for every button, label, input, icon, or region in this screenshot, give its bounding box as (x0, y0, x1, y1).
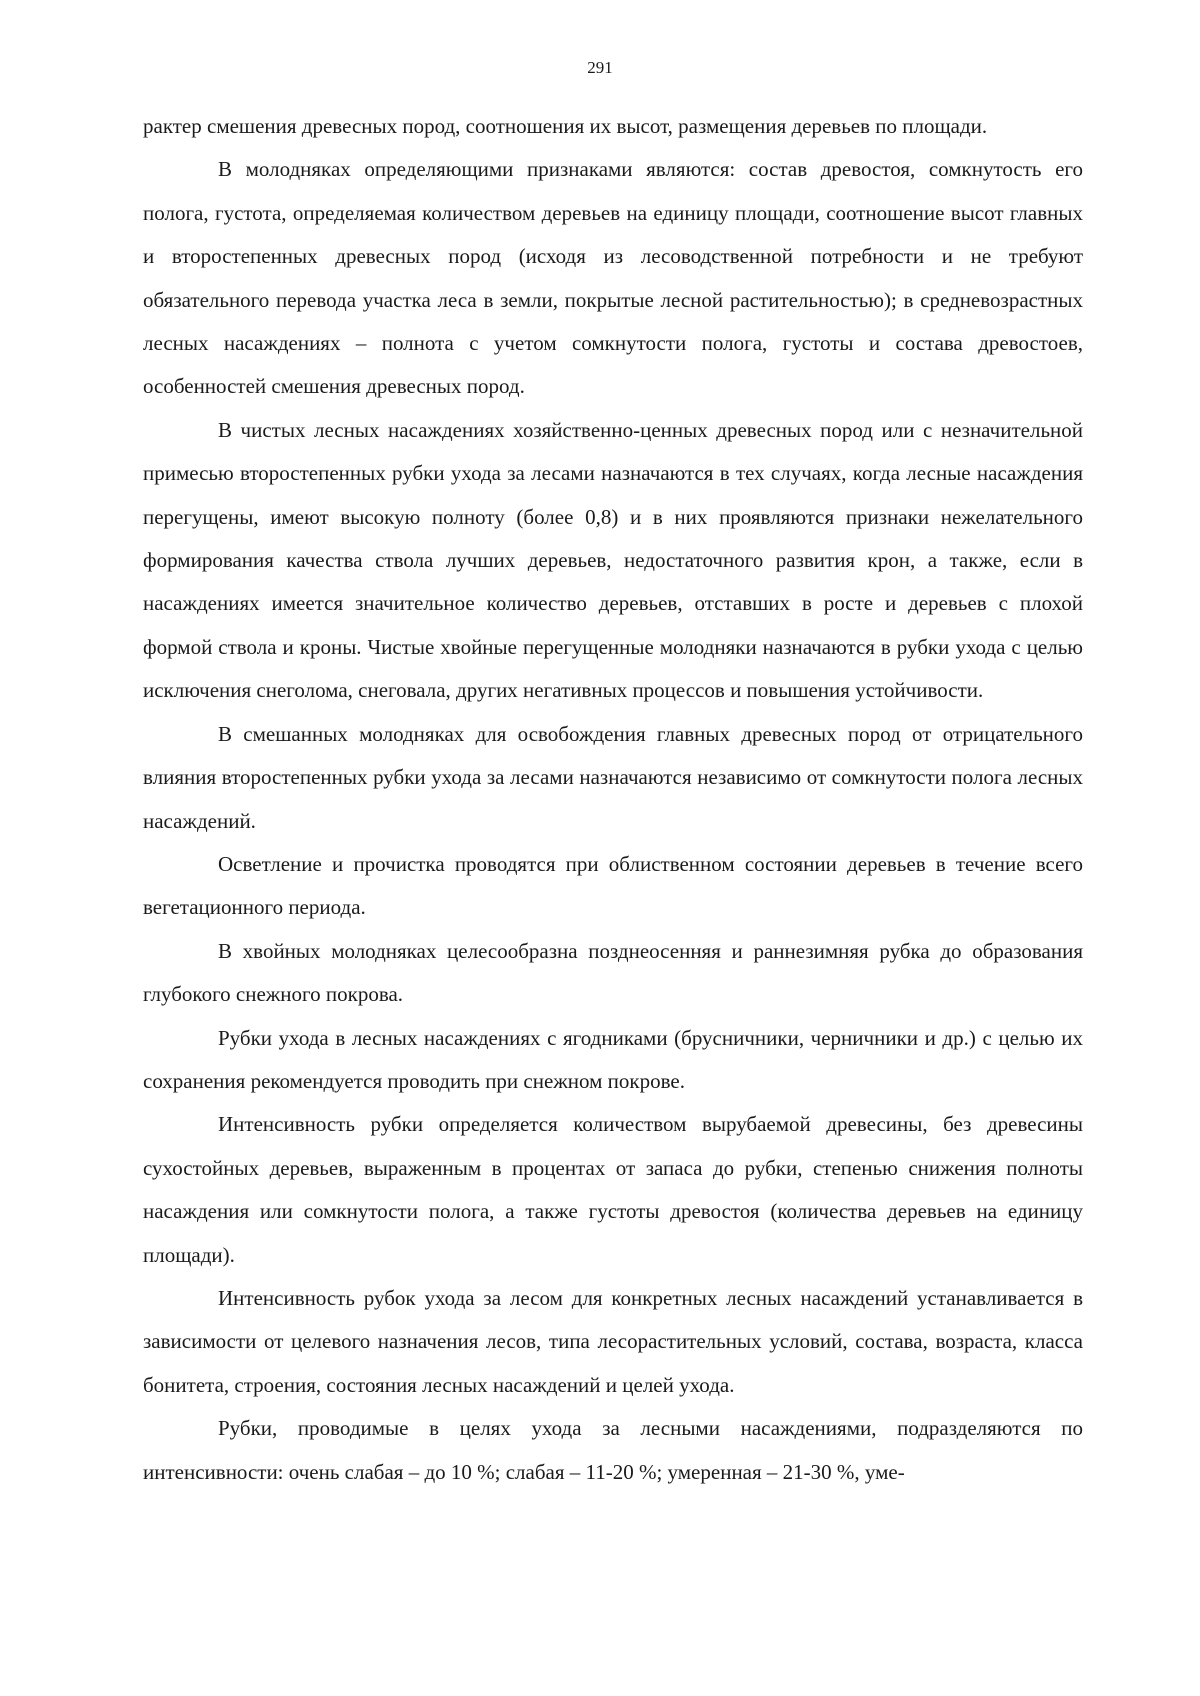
body-text (143, 105, 1083, 1494)
paragraph: В молодняках определяющими признаками являются: состав древостоя, сомкнутость его полога, густота, определяемая количеством деревьев на единицу площади, соотношение высот главных и второстепенных древесных пород (исходя из лесоводственной потребности и не требуют обязательного перевода участка леса в земли, покрытые лесной растительностью); в средневозрастных лесных насаждениях – полнота с учетом сомкнутости полога, густоты и состава древостоев, особенностей смешения древесных пород. (143, 157, 1083, 399)
page-number: 291 (587, 58, 613, 77)
paragraph: Осветление и прочистка проводятся при облиственном состоянии деревьев в течение всего вегетационного периода. (143, 851, 1083, 920)
paragraph: Рубки ухода в лесных насаждениях с ягодниками (брусничники, черничники и др.) с целью их сохранения рекомендуется проводить при снежном покрове. (143, 1025, 1083, 1093)
paragraph: Интенсивность рубки определяется количеством вырубаемой древесины, без древесины сухостойных деревьев, выраженным в процентах от запаса до рубки, степенью снижения полноты насаждения или сомкнутости полога, а также густоты древостоя (количества деревьев на единицу площади). (143, 1112, 1083, 1267)
paragraph-continued: рактер смешения древесных пород, соотношения их высот, размещения деревьев по площади. (143, 114, 988, 138)
paragraph: В хвойных молодняках целесообразна позднеосенняя и раннезимняя рубка до образования глубокого снежного покрова. (143, 938, 1083, 1007)
paragraph: В чистых лесных насаждениях хозяйственно-ценных древесных пород или с незначительной примесью второстепенных рубки ухода за лесами назначаются в тех случаях, когда лесные насаждения перегущены, имеют высокую полноту (более 0,8) и в них проявляются признаки нежелательного формирования качества ствола лучших деревьев, недостаточного развития крон, а также, если в насаждениях имеется значительное количество деревьев, отставших в росте и деревьев с плохой формой ствола и кроны. Чистые хвойные перегущенные молодняки назначаются в рубки ухода с целью исключения снеголома, снеговала, других негативных процессов и повышения устойчивости. (143, 417, 1083, 703)
paragraph: В смешанных молодняках для освобождения главных древесных пород от отрицательного влияния второстепенных рубки ухода за лесами назначаются независимо от сомкнутости полога лесных насаждений. (143, 721, 1083, 833)
paragraph: Рубки, проводимые в целях ухода за лесными насаждениями, подразделяются по интенсивности: очень слабая – до 10 %; слабая – 11-20 %; умеренная – 21-30 %, уме- (143, 1416, 1083, 1484)
paragraph: Интенсивность рубок ухода за лесом для конкретных лесных насаждений устанавливается в зависимости от целевого назначения лесов, типа лесорастительных условий, состава, возраста, класса бонитета, строения, состояния лесных насаждений и целей ухода. (143, 1285, 1083, 1397)
